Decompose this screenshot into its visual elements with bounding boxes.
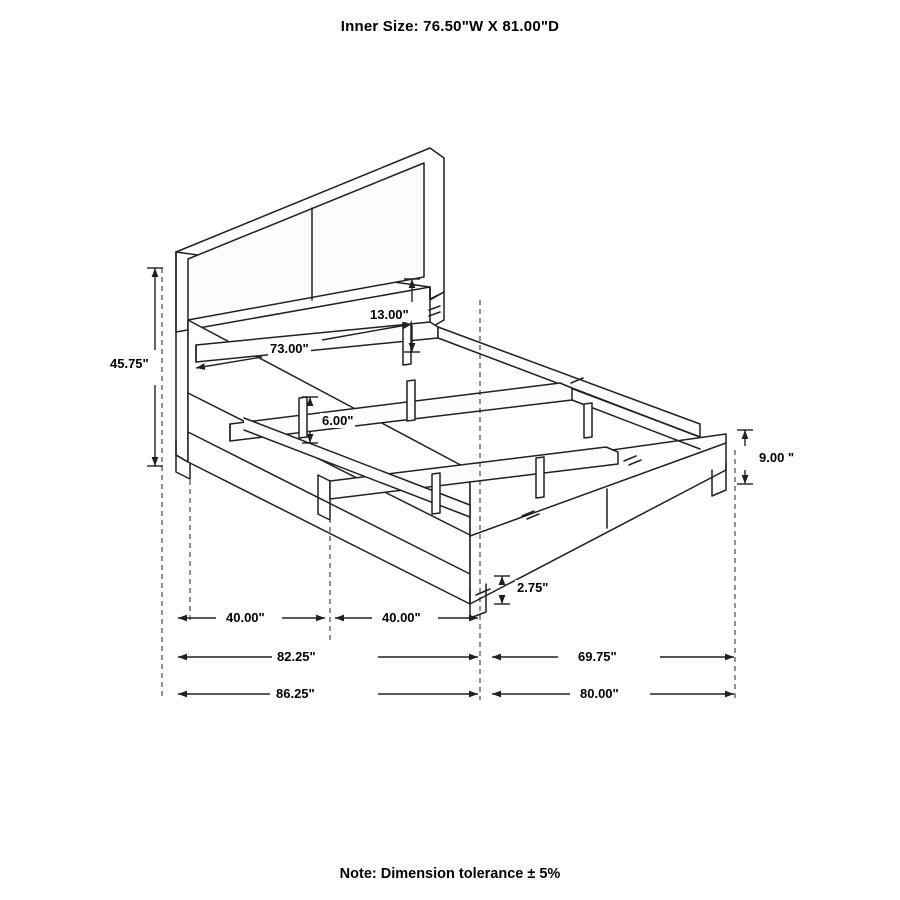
dimension-label-leg-height: 2.75" xyxy=(517,580,549,595)
dimension-label-slat-support-height: 6.00" xyxy=(322,413,354,428)
dimension-label-segment-right: 40.00" xyxy=(382,610,421,625)
bed-outline xyxy=(176,148,726,618)
dimension-label-overall-right-base: 80.00" xyxy=(580,686,619,701)
dimension-label-overall-left-span: 82.25" xyxy=(277,649,316,664)
dimension-label-headboard-height: 45.75" xyxy=(110,356,149,371)
dimension-label-segment-left: 40.00" xyxy=(226,610,265,625)
page-title: Inner Size: 76.50"W X 81.00"D xyxy=(340,18,560,35)
dimension-label-overall-left-base: 86.25" xyxy=(276,686,315,701)
dimension-label-headboard-to-rail-drop: 13.00" xyxy=(370,307,409,322)
tolerance-note: Note: Dimension tolerance ± 5% xyxy=(339,866,561,882)
dimension-label-rail-height-from-floor: 9.00 " xyxy=(759,450,795,465)
dimension-label-headboard-panel-width: 73.00" xyxy=(270,341,309,356)
dimension-label-overall-right-span: 69.75" xyxy=(578,649,617,664)
